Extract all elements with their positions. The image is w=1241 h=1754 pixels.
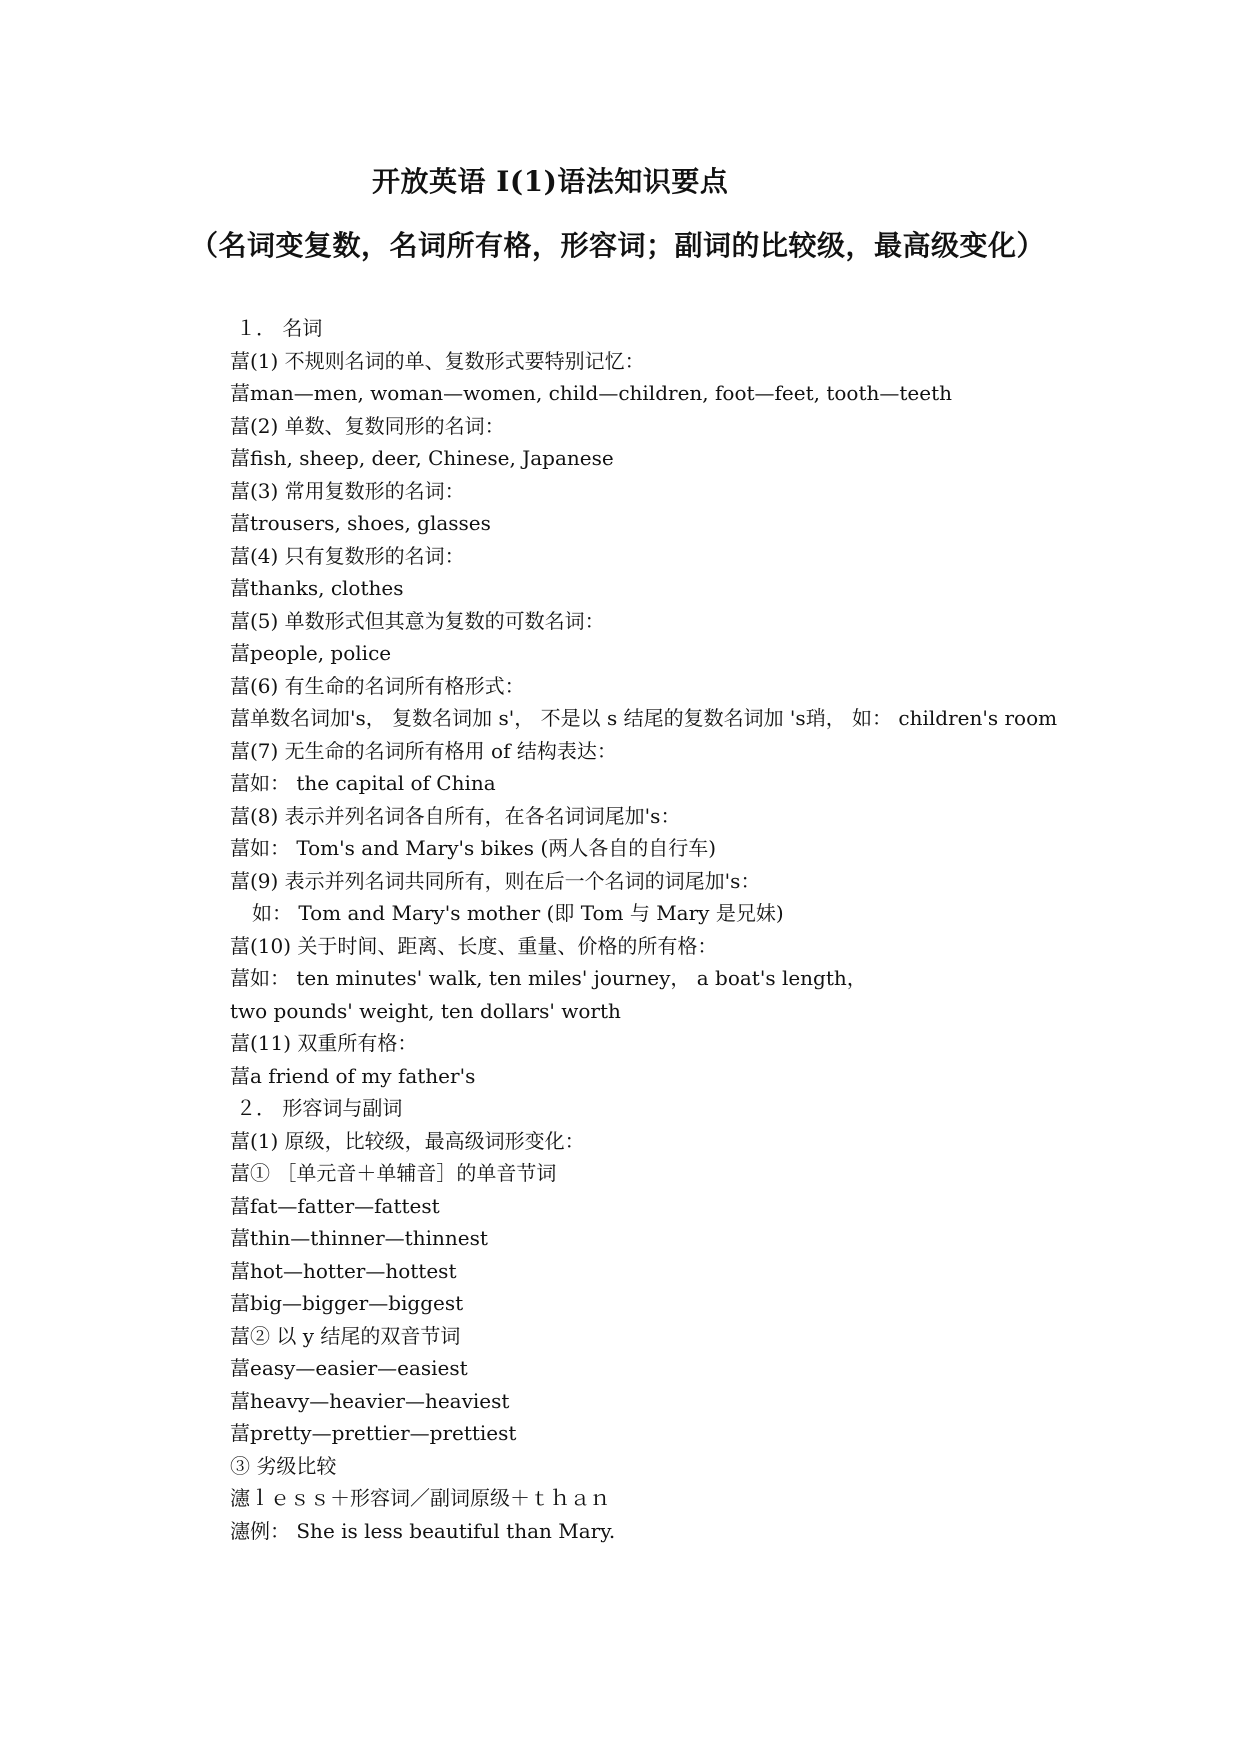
text-line: 葍如： the capital of China — [230, 771, 496, 795]
document-body — [230, 312, 1060, 1547]
text-line: 葍(7) 无生命的名词所有格用 of 结构表达： — [230, 738, 617, 763]
text-line: 葍trousers, shoes, glasses — [230, 511, 491, 535]
text-line: 葍fat—fatter—fattest — [230, 1193, 440, 1218]
text-line: 如： Tom and Mary's mother (即 Tom 与 Mary 是兄妹) — [252, 901, 784, 925]
text-line: 葍① ［单元音＋单辅音］的单音节词 — [230, 1161, 557, 1185]
text-line: 葍单数名词加's， 复数名词加 s'， 不是以 s 结尾的复数名词加 's琑， 如： children's room — [230, 706, 1058, 730]
text-line: 葍(1) 原级，比较级，最高级词形变化： — [230, 1128, 585, 1153]
text-line: 葍man—men, woman—women, child—children, foot—feet, tooth—teeth — [230, 381, 953, 405]
text-line: 葍(10) 关于时间、距离、长度、重量、价格的所有格： — [230, 933, 718, 958]
section-heading: ２． 形容词与副词 — [236, 1096, 403, 1120]
text-line: 葍(11) 双重所有格： — [230, 1031, 418, 1055]
section-heading: １． 名词 — [236, 316, 323, 340]
text-line: 葍pretty—prettier—prettiest — [230, 1421, 517, 1445]
text-line: 葍如： Tom's and Mary's bikes (两人各自的自行车) — [230, 836, 716, 860]
text-line: 葍easy—easier—easiest — [230, 1356, 468, 1380]
text-line: 葍(3) 常用复数形的名词： — [230, 478, 465, 503]
text-line: 葍thin—thinner—thinnest — [230, 1226, 488, 1250]
text-line: 葍big—bigger—biggest — [230, 1291, 464, 1315]
text-line: 葍(5) 单数形式但其意为复数的可数名词： — [230, 608, 605, 633]
text-line: 葍heavy—heavier—heaviest — [230, 1388, 510, 1413]
text-line: 葍(9) 表示并列名词共同所有，则在后一个名词的词尾加's： — [230, 868, 761, 893]
text-line: 葍a friend of my father's — [230, 1063, 476, 1088]
text-line: 葍如： ten minutes' walk, ten miles' journey， a boat's length， — [230, 966, 867, 990]
text-line: 葍hot—hotter—hottest — [230, 1258, 457, 1283]
text-line: 葍(1) 不规则名词的单、复数形式要特别记忆： — [230, 348, 645, 373]
text-line: 葍(4) 只有复数形的名词： — [230, 543, 465, 568]
text-line: 葍thanks, clothes — [230, 576, 404, 600]
text-line: 葍people, police — [230, 641, 392, 665]
text-line: 葍fish, sheep, deer, Chinese, Japanese — [230, 446, 614, 470]
text-line: 瀗例： She is less beautiful than Mary. — [230, 1518, 616, 1543]
document-title: 开放英语 I(1)语法知识要点 — [372, 165, 729, 198]
text-line: 葍(6) 有生命的名词所有格形式： — [230, 673, 525, 698]
text-line: ③ 劣级比较 — [230, 1453, 337, 1478]
text-line: 葍② 以 y 结尾的双音节词 — [230, 1323, 461, 1348]
text-line: 葍(8) 表示并列名词各自所有，在各名词词尾加's： — [230, 803, 681, 828]
text-line: 瀗ｌｅｓｓ＋形容词／副词原级＋ｔｈａｎ — [230, 1486, 610, 1510]
document-subtitle: （名词变复数，名词所有格，形容词；副词的比较级，最高级变化） — [190, 229, 1046, 262]
text-line: 葍(2) 单数、复数同形的名词： — [230, 413, 505, 438]
text-line: two pounds' weight, ten dollars' worth — [230, 998, 621, 1023]
